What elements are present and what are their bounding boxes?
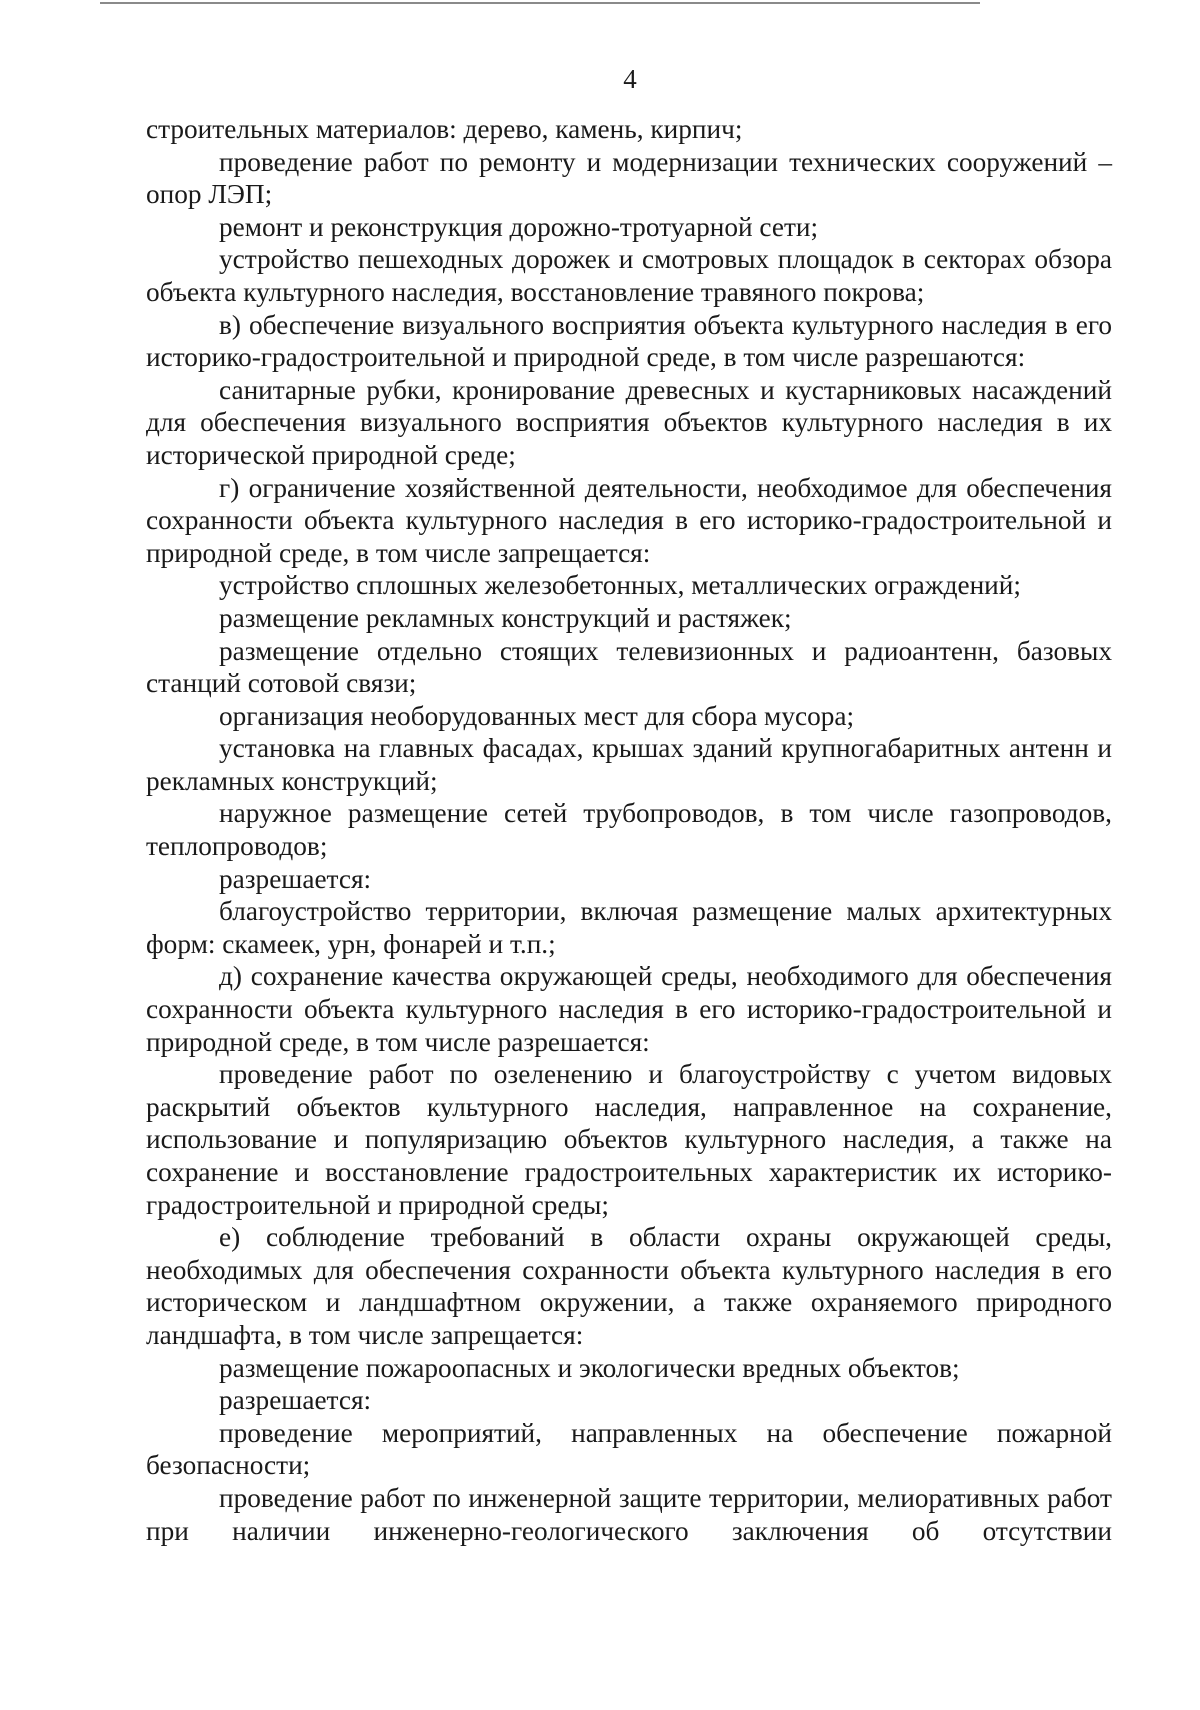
page-number: 4	[623, 64, 637, 94]
paragraph: размещение пожароопасных и экологически вредных объектов;	[219, 1352, 960, 1383]
paragraph: размещение рекламных конструкций и растяжек;	[219, 602, 792, 633]
paragraph: санитарные рубки, кронирование древесных и кустарниковых насаждений для обеспечения визуального восприятия объектов культурного наследия в их исторической природной среде;	[146, 374, 1112, 470]
paragraph: устройство пешеходных дорожек и смотровых площадок в секторах обзора объекта культурного наследия, восстановление травяного покрова;	[146, 244, 1112, 307]
paragraph: устройство сплошных железобетонных, металлических ограждений;	[219, 570, 1021, 601]
paragraph: разрешается:	[219, 863, 372, 894]
paragraph: размещение отдельно стоящих телевизионных и радиоантенн, базовых станций сотовой связи;	[146, 635, 1112, 699]
top-scan-rule	[100, 2, 980, 4]
paragraph: проведение мероприятий, направленных на обеспечение пожарной безопасности;	[146, 1417, 1112, 1481]
document-body	[146, 113, 1112, 1547]
paragraph: в) обеспечение визуального восприятия объекта культурного наследия в его историко-градостроительной и природной среде, в том числе разрешаются:	[146, 309, 1112, 373]
paragraph: организация необорудованных мест для сбора мусора;	[219, 700, 855, 731]
paragraph: наружное размещение сетей трубопроводов, в том числе газопроводов, теплопроводов;	[146, 798, 1112, 862]
paragraph: установка на главных фасадах, крышах зданий крупногабаритных антенн и рекламных конструкций;	[146, 733, 1112, 796]
paragraph: благоустройство территории, включая размещение малых архитектурных форм: скамеек, урн, фонарей и т.п.;	[146, 896, 1112, 959]
paragraph: проведение работ по инженерной защите территории, мелиоративных работ при наличии инженерно-геологического заключения об отсутствии	[146, 1482, 1112, 1546]
paragraph: строительных материалов: дерево, камень, кирпич;	[146, 114, 743, 144]
paragraph: разрешается:	[219, 1385, 372, 1416]
paragraph: проведение работ по ремонту и модернизации технических сооружений – опор ЛЭП;	[146, 146, 1112, 210]
paragraph: проведение работ по озеленению и благоустройству с учетом видовых раскрытий объектов культурного наследия, направленное на сохранение, использование и популяризацию объектов культурного наследия, а также на сохранение и восстановление градостроительных характеристик их историко-градостроительной и природной среды;	[146, 1059, 1112, 1220]
paragraph: г) ограничение хозяйственной деятельности, необходимое для обеспечения сохранности объекта культурного наследия в его историко-градостроительной и природной среде, в том числе запрещается:	[146, 472, 1112, 568]
paragraph: е) соблюдение требований в области охраны окружающей среды, необходимых для обеспечения сохранности объекта культурного наследия в его историческом и ландшафтном окружении, а также охраняемого природного ландшафта, в том числе запрещается:	[146, 1222, 1112, 1350]
paragraph: д) сохранение качества окружающей среды, необходимого для обеспечения сохранности объекта культурного наследия в его историко-градостроительной и природной среде, в том числе разрешается:	[146, 961, 1112, 1057]
paragraph: ремонт и реконструкция дорожно-тротуарной сети;	[219, 211, 819, 242]
